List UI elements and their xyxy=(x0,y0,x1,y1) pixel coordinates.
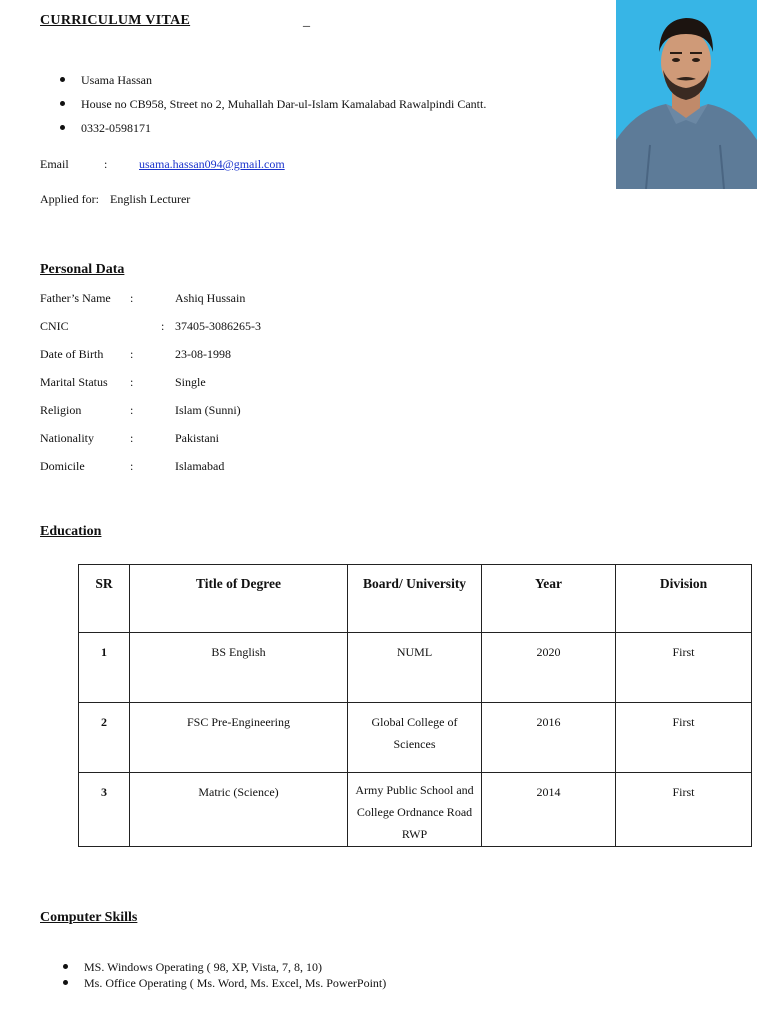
fathers-name-value: Ashiq Hussain xyxy=(175,291,246,305)
education-heading: Education xyxy=(40,524,102,539)
column-header-sr: SR xyxy=(79,565,130,633)
cnic-value: 37405-3086265-3 xyxy=(175,319,261,333)
column-header-division: Division xyxy=(616,565,752,633)
row-board: Army Public School and College Ordnance Road RWP xyxy=(348,773,482,847)
cnic-label: CNIC xyxy=(40,319,69,333)
email-colon: : xyxy=(104,157,108,171)
nationality-colon: : xyxy=(130,431,134,445)
contact-list xyxy=(57,72,597,144)
domicile-label: Domicile xyxy=(40,459,85,473)
applied-for-value: English Lecturer xyxy=(110,192,191,206)
row-sr: 3 xyxy=(79,773,130,847)
dob-colon: : xyxy=(130,347,134,361)
table-row xyxy=(79,703,752,773)
marital-status-colon: : xyxy=(130,375,134,389)
row-division: First xyxy=(616,773,752,847)
title-dash: _ xyxy=(303,14,310,29)
document-title: CURRICULUM VITAE xyxy=(40,13,191,28)
cnic-colon: : xyxy=(161,319,165,333)
education-table xyxy=(78,564,752,847)
dob-value: 23-08-1998 xyxy=(175,347,231,361)
profile-photo xyxy=(616,0,757,189)
row-degree: Matric (Science) xyxy=(130,773,348,847)
skills-list xyxy=(60,959,660,991)
row-sr: 1 xyxy=(79,633,130,703)
domicile-colon: : xyxy=(130,459,134,473)
skill-item: Ms. Office Operating ( Ms. Word, Ms. Excel, Ms. PowerPoint) xyxy=(60,975,660,991)
nationality-value: Pakistani xyxy=(175,431,219,445)
table-header-row xyxy=(79,565,752,633)
row-board: NUML xyxy=(348,633,482,703)
religion-colon: : xyxy=(130,403,134,417)
email-label: Email xyxy=(40,157,69,171)
row-year: 2016 xyxy=(482,703,616,773)
column-header-board: Board/ University xyxy=(348,565,482,633)
personal-data-heading: Personal Data xyxy=(40,262,125,277)
computer-skills-heading: Computer Skills xyxy=(40,910,138,925)
contact-name: Usama Hassan xyxy=(57,72,597,96)
column-header-degree: Title of Degree xyxy=(130,565,348,633)
contact-address: House no CB958, Street no 2, Muhallah Dar-ul-Islam Kamalabad Rawalpindi Cantt. xyxy=(57,96,597,120)
nationality-label: Nationality xyxy=(40,431,94,445)
religion-value: Islam (Sunni) xyxy=(175,403,241,417)
table-row xyxy=(79,633,752,703)
table-row xyxy=(79,773,752,847)
row-degree: FSC Pre-Engineering xyxy=(130,703,348,773)
religion-label: Religion xyxy=(40,403,82,417)
row-year: 2014 xyxy=(482,773,616,847)
applied-for-label: Applied for: xyxy=(40,192,99,206)
row-year: 2020 xyxy=(482,633,616,703)
contact-phone: 0332-0598171 xyxy=(57,120,597,144)
row-degree: BS English xyxy=(130,633,348,703)
skill-item: MS. Windows Operating ( 98, XP, Vista, 7, 8, 10) xyxy=(60,959,660,975)
domicile-value: Islamabad xyxy=(175,459,225,473)
person-portrait-icon xyxy=(616,0,757,189)
marital-status-label: Marital Status xyxy=(40,375,108,389)
row-division: First xyxy=(616,633,752,703)
column-header-year: Year xyxy=(482,565,616,633)
fathers-name-colon: : xyxy=(130,291,134,305)
row-sr: 2 xyxy=(79,703,130,773)
dob-label: Date of Birth xyxy=(40,347,104,361)
row-board: Global College of Sciences xyxy=(348,703,482,773)
row-division: First xyxy=(616,703,752,773)
marital-status-value: Single xyxy=(175,375,206,389)
email-link[interactable]: usama.hassan094@gmail.com xyxy=(139,157,285,171)
fathers-name-label: Father’s Name xyxy=(40,291,111,305)
